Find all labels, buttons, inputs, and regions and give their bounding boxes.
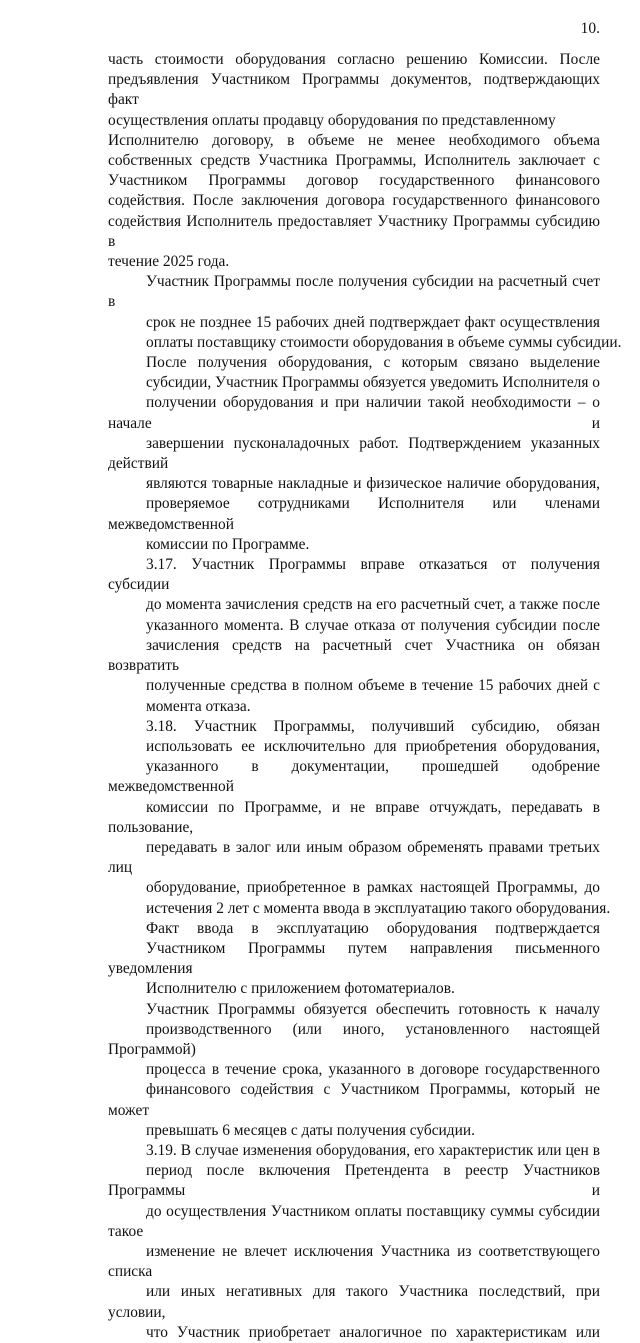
text-line: 3.19. В случае изменения оборудования, его характеристик или цен в	[146, 1141, 600, 1159]
text-line: изменение не влечет исключения Участника из соответствующего списка	[108, 1242, 600, 1281]
paragraph	[108, 555, 600, 717]
paragraph	[108, 353, 600, 555]
text-line: содействия. После заключения договора государственного финансового	[108, 192, 600, 210]
text-line: Участником Программы путем направления письменного уведомления	[108, 939, 600, 978]
text-line: до осуществления Участником оплаты поставщику суммы субсидии такое	[108, 1202, 600, 1240]
text-line: комиссии по Программе.	[146, 535, 310, 553]
text-line: часть стоимости оборудования согласно решению Комиссии. После	[108, 51, 600, 68]
text-line: После получения оборудования, с которым связано выделение	[146, 354, 600, 372]
text-line: срок не позднее 15 рабочих дней подтверждает факт осуществления	[146, 313, 600, 331]
text-line: использовать ее исключительно для приобретения оборудования,	[146, 737, 600, 755]
text-line: что Участник приобретает аналогичное по характеристикам или	[146, 1323, 600, 1341]
paragraph	[108, 50, 600, 272]
text-line: субсидии, Участник Программы обязуется уведомить Исполнителя о	[146, 374, 600, 392]
text-line: 3.18. Участник Программы, получивший субсидию, обязан	[146, 717, 600, 735]
text-line: момента отказа.	[146, 697, 251, 715]
paragraph	[108, 272, 622, 353]
text-line: 3.17. Участник Программы вправе отказаться от получения субсидии	[108, 556, 600, 594]
text-line: Исполнителю с приложением фотоматериалов.	[146, 980, 455, 998]
text-line: являются товарные накладные и физическое наличие оборудования,	[146, 475, 600, 493]
text-line: Исполнителю договору, в объеме не менее необходимого объема	[108, 131, 600, 149]
text-line: предъявления Участником Программы документов, подтверждающих факт	[108, 71, 600, 109]
text-line: указанного в документации, прошедшей одобрение межведомственной	[108, 758, 600, 796]
text-line: проверяемое сотрудниками Исполнителя или членами межведомственной	[108, 495, 600, 533]
text-line: до момента зачисления средств на его расчетный счет, а также после	[146, 596, 600, 614]
text-line: полученные средства в полном объеме в течение 15 рабочих дней с	[146, 677, 600, 695]
text-line: Факт ввода в эксплуатацию оборудования подтверждается	[146, 919, 600, 937]
text-line: комиссии по Программе, и не вправе отчуждать, передавать в пользование,	[108, 798, 600, 836]
text-line: или иных негативных для такого Участника последствий, при условии,	[108, 1283, 600, 1321]
text-line: финансового содействия с Участником Программы, который не может	[108, 1081, 600, 1119]
paragraph	[108, 717, 611, 919]
text-line: течение 2025 года.	[108, 253, 230, 271]
text-line: осуществления оплаты продавцу оборудования по представленному	[108, 111, 556, 129]
text-line: Участник Программы после получения субсидии на расчетный счет в	[108, 273, 600, 311]
text-line: период после включения Претендента в реестр Участников Программы и	[108, 1162, 600, 1200]
text-line: зачисления средств на расчетный счет Участника он обязан возвратить	[108, 636, 600, 675]
paragraph	[108, 1141, 600, 1343]
paragraph	[108, 1000, 600, 1141]
text-line: истечения 2 лет с момента ввода в эксплуатацию такого оборудования.	[146, 899, 611, 917]
text-line: Участником Программы договор государственного финансового	[108, 172, 600, 190]
text-line: завершении пусконаладочных работ. Подтверждением указанных действий	[108, 434, 600, 473]
text-line: оплаты поставщику стоимости оборудования в объеме суммы субсидии.	[146, 333, 622, 351]
text-line: указанного момента. В случае отказа от получения субсидии после	[146, 616, 600, 634]
text-line: превышать 6 месяцев с даты получения субсидии.	[146, 1121, 475, 1139]
text-line: содействия Исполнитель предоставляет Участнику Программы субсидию в	[108, 212, 600, 250]
text-line: процесса в течение срока, указанного в договоре государственного	[146, 1061, 600, 1079]
text-line: производственного (или иного, установленного настоящей Программой)	[108, 1020, 600, 1058]
text-line: оборудование, приобретенное в рамках настоящей Программы, до	[146, 879, 600, 897]
text-line: Участник Программы обязуется обеспечить готовность к началу	[146, 1000, 600, 1018]
text-line: получении оборудования и при наличии такой необходимости – о начале и	[108, 394, 600, 432]
document-body	[108, 50, 622, 1343]
text-line: собственных средств Участника Программы, Исполнитель заключает с	[108, 152, 600, 170]
paragraph	[108, 919, 600, 1000]
text-line: передавать в залог или иным образом обременять правами третьих лиц	[108, 838, 600, 877]
page-number: 10.	[580, 20, 600, 37]
